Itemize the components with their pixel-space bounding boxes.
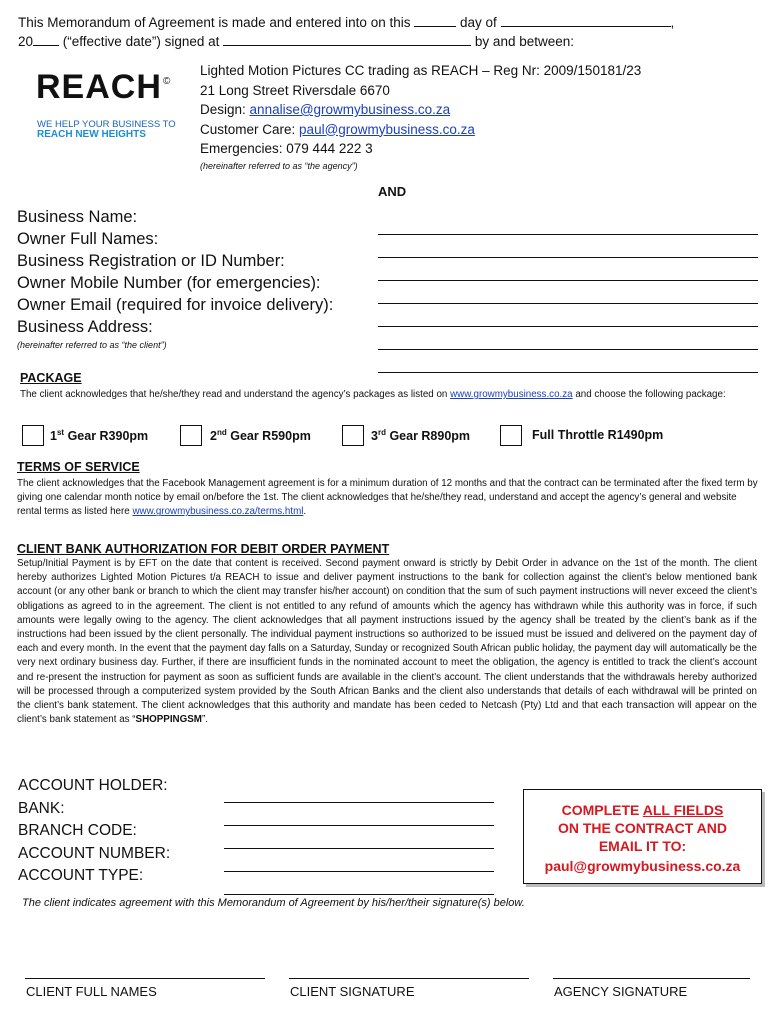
agency-signature-line[interactable] [553,978,750,979]
branch-code-field[interactable] [224,826,494,849]
care-email-link[interactable]: paul@growmybusiness.co.za [299,121,475,137]
terms-title: TERMS OF SERVICE [17,460,140,474]
client-names-label: CLIENT FULL NAMES [26,984,157,999]
client-names-line[interactable] [25,978,265,979]
package-option-3 [371,428,470,443]
intro-line2-c: by and between: [474,34,574,49]
option-3-label: Gear R890pm [389,429,471,444]
bank-auth-end: ”. [201,714,208,726]
package-options [22,425,762,447]
agreement-note: The client indicates agreement with this Memorandum of Agreement by his/her/their signature(s) below. [22,897,525,909]
client-note: (hereinafter referred to as “the client”) [17,340,167,350]
month-blank[interactable] [501,14,671,27]
mobile-field[interactable] [378,281,758,304]
design-email-link[interactable]: annalise@growmybusiness.co.za [249,102,451,117]
business-address-field-2[interactable] [378,350,758,373]
owner-email-label: Owner Email (required for invoice delivery): [17,296,334,314]
owner-names-label: Owner Full Names: [17,230,159,248]
terms-body: The client acknowledges that the Facebook Management agreement is for a minimum duration of 12 months and that the contract can be terminated after the fixed term by giving one calendar month notice by email on/before the 1st. The client acknowledges that he/she/they read, understand and accept the agency’s general and website rental terms as listed here [17,478,758,518]
agency-name: Lighted Motion Pictures CC trading as REACH – Reg Nr: 2009/150181/23 [200,63,642,78]
agency-details [200,61,641,173]
bank-label: BANK: [18,799,65,817]
business-name-label: Business Name: [17,208,138,226]
account-number-field[interactable] [224,849,494,872]
package-option-4 [532,428,663,442]
callout-email: paul@growmybusiness.co.za [544,858,741,874]
account-number-label: ACCOUNT NUMBER: [18,844,171,862]
option-1-sup: st [56,428,65,437]
care-label: Customer Care: [200,121,296,137]
account-holder-label: ACCOUNT HOLDER: [18,777,168,794]
client-signature-line[interactable] [289,978,529,979]
business-field-lines [378,212,758,373]
package-text-b: and choose the following package: [575,389,726,400]
package-checkbox-2[interactable] [180,425,202,446]
bank-auth-text [17,557,757,727]
copyright-mark: © [163,76,171,87]
logo-tagline-2: REACH NEW HEIGHTS [37,129,146,140]
reach-logo: REACH [36,68,162,106]
intro-line2-b: (“effective date”) signed at [62,34,220,49]
agency-note: (hereinafter referred to as “the agency”) [200,160,358,171]
bank-field[interactable] [224,803,494,826]
business-address-label: Business Address: [17,318,153,336]
terms-link[interactable]: www.growmybusiness.co.za/terms.html [132,506,304,518]
terms-text [17,477,762,520]
statement-ref: SHOPPINGSM [135,714,202,726]
callout-complete: COMPLETE [561,802,640,818]
registration-field[interactable] [378,258,758,281]
account-type-field[interactable] [224,872,494,895]
option-3-num: 3 [371,429,378,444]
day-blank[interactable] [414,14,456,27]
callout-line3: EMAIL IT TO: [598,838,687,854]
option-1-num: 1 [50,429,57,444]
option-1-label: Gear R390pm [67,429,149,444]
branch-code-label: BRANCH CODE: [18,822,137,839]
package-checkbox-3[interactable] [342,425,364,446]
package-link[interactable]: www.growmybusiness.co.za [450,389,573,400]
account-field-lines [224,780,494,895]
registration-label: Business Registration or ID Number: [17,252,285,270]
package-checkbox-1[interactable] [22,425,44,446]
complete-fields-callout [523,789,762,884]
owner-email-field[interactable] [378,304,758,327]
and-label: AND [378,184,407,199]
business-address-field[interactable] [378,327,758,350]
bank-auth-title: CLIENT BANK AUTHORIZATION FOR DEBIT ORDER PAYMENT [17,542,390,556]
callout-all-fields: ALL FIELDS [642,802,724,818]
account-holder-field[interactable] [224,780,494,803]
bank-auth-body: Setup/Initial Payment is by EFT on the date that content is received. Second payment onward is strictly by Debit Order in advance on the 1st of the month. The client hereby authorizes Lighted Motion Pictures t/a REACH to issue and deliver payment instructions to the bank for collection against the client’s below mentioned bank account (or any other bank or branch to which the client may transfer his/her account) on condition that the sum of such payment instructions will never exceed the client’s obligations as agreed to in the agreement. The client is not entitled to any refund of amounts which the agency has withdrawn while this authority was in force, if such amounts were legally owing to the agency. The client acknowledges that all payment instructions issued by the agency shall be treated by the client’s bank as if the instructions had been issued by the client personally. The individual payment instructions so authorized to be issued must be issued and delivered on the payment day of each and every month. In the event that the payment day falls on a Saturday, Sunday or recognized South African public holiday, the payment day will automatically be the very next ordinary business day. Further, if there are insufficient funds in the nominated account to meet the obligation, the agency is entitled to track the client’s account and re-present the instruction for payment as soon as sufficient funds are available in the client’s account. The client understands that the withdrawals hereby authorized will be processed through a computerized system provided by the South African Banks and the client also understands that details of each withdrawal will be printed on the client’s bank statement. The client acknowledges that this authority and mandate has been ceded to Netcash (Pty) Ltd and that each transaction will appear on the client’s bank statement as “ [17,558,757,726]
account-type-label: ACCOUNT TYPE: [18,867,144,884]
account-fields [18,775,170,888]
mobile-label: Owner Mobile Number (for emergencies): [17,274,321,292]
business-fields [17,206,333,352]
package-text-a: The client acknowledges that he/she/they read and understand the agency’s packages as listed on [20,389,448,400]
intro-line2-a: 20 [18,34,34,49]
intro-line1-b: day of [460,15,497,30]
emergencies-number: Emergencies: 079 444 222 3 [200,141,373,156]
client-signature-label: CLIENT SIGNATURE [290,984,415,999]
agency-signature-label: AGENCY SIGNATURE [554,984,688,999]
option-2-label: Gear R590pm [230,429,311,444]
package-text [20,388,765,402]
package-option-1 [50,428,148,443]
package-checkbox-4[interactable] [500,425,522,446]
intro-text [18,13,758,51]
owner-names-field[interactable] [378,235,758,258]
option-2-num: 2 [210,429,217,444]
option-4-label: Full Throttle R1490pm [532,428,664,442]
logo-tagline-1: WE HELP YOUR BUSINESS TO [37,119,176,130]
package-option-2 [210,428,311,443]
package-title: PACKAGE [20,371,82,385]
option-2-sup: nd [216,428,227,437]
terms-end: . [303,506,307,518]
year-blank[interactable] [33,33,59,46]
signed-at-blank[interactable] [223,33,471,46]
business-name-field[interactable] [378,212,758,235]
callout-line2: ON THE CONTRACT AND [557,820,728,836]
option-3-sup: rd [377,428,386,437]
intro-line1-c: , [670,15,675,30]
design-label: Design: [200,102,246,117]
intro-line1-a: This Memorandum of Agreement is made and entered into on this [18,15,411,30]
agency-address: 21 Long Street Riversdale 6670 [200,82,390,98]
